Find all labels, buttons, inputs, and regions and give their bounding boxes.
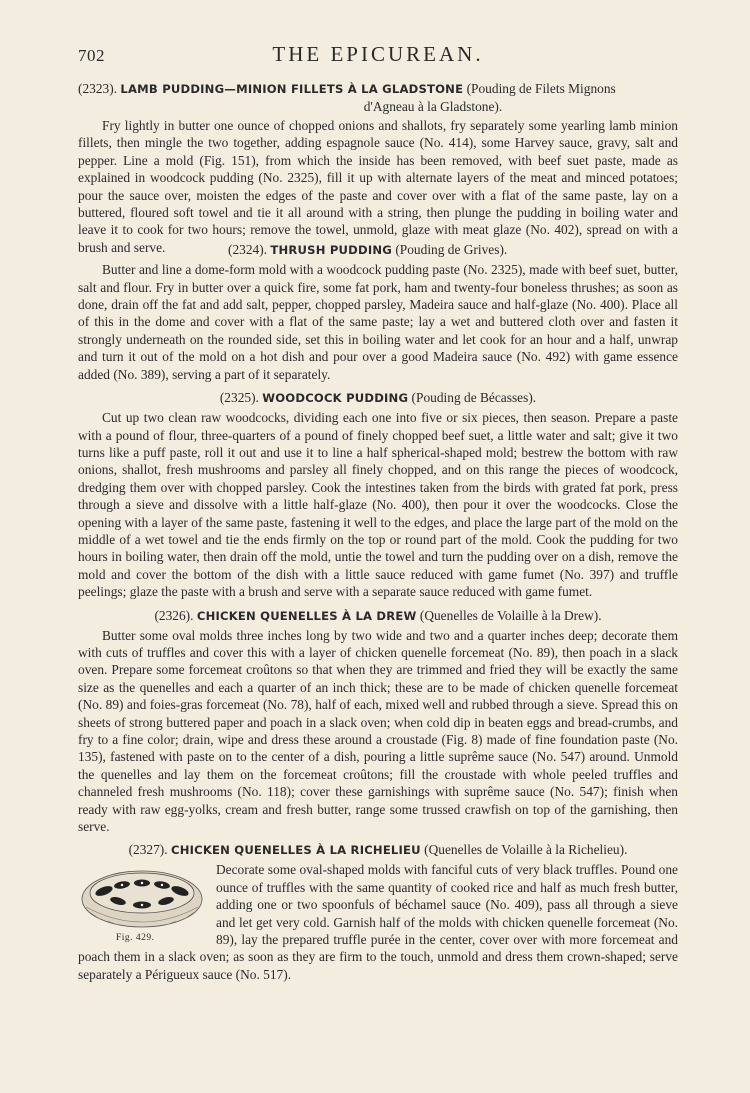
recipe-body: Butter some oval molds three inches long by two wide and two and a quarter inches deep; decorate them with cuts of truffles and cover this with a layer of chicken quenelle forcemeat (No. 89), then poach in a slack oven. Prepare some forcemeat croûtons so that when they are trimmed and fried they will be exactly the same size as the quenelles and each a quarter of an inch thick; these are to be made of chicken quenelle forcemeat (No. 89) and foies-gras forcemeat (No. 78), half of each, mixed well and rubbed through a sieve. Spread this on sheets of strong buttered paper and poach in a slack oven; when cold dip in beaten eggs and bread-crumbs, and fry to a fine color; drain, wipe and dress these around a croustade (Fig. 8) made of fine foundation paste (No. 135), fastened with paste on to the center of a dish, pouring a little suprême sauce (No. 547) around. Unmold the quenelles and lay them on the forcemeat croûtons; fill the croustade with whole peeled truffles and channeled fresh mushrooms (No. 118); cover these garnishings with suprême sauce (No. 547); finish when ready with raw egg-yolks, cream and fresh butter, range some trussed crawfish on top of the garnishing, then serve. xyxy=(78,627,678,835)
running-head xyxy=(78,42,678,72)
recipe-body: Fry lightly in butter one ounce of chopped onions and shallots, fry separately some yearling lamb minion fillets, then mingle the two together, adding espagnole sauce (No. 414), some Harvey sauce, gravy, salt and pepper. Line a mold (Fig. 151), from which the inside has been removed, with beef suet paste, made as explained in woodcock pudding (No. 2325), fill it up with alternate layers of the meat and minced potatoes; pour the sauce over, moisten the edges of the paste and cover over with a flat of the same paste, lay on a buttered, floured soft towel and tie it all around with a string, then plunge the pudding in boiling water and leave it to cook for two hours; remove the towel, unmold, glaze with meat glaze (No. 402), spread on with a brush and serve. xyxy=(78,118,678,255)
recipe-body: Cut up two clean raw woodcocks, dividing each one into five or six pieces, then season. Prepare a paste with a pound of flour, three-quarters of a pound of finely chopped beef suet, a little water and salt; give it two turns like a puff paste, roll it out and use it to line a half spherical-shaped mold; bestrew the bottom with raw onions, shallot, fresh mushrooms and parsley all finely chopped, and on this range the pieces of woodcock, dredging them over with chopped parsley. Cook the intestines taken from the birds with grated fat pork, press through a sieve and dissolve with a little half-glaze (No. 400), then pour it over the woodcocks. Close the opening with a layer of the same paste, fastening it well to the edges, and place the large part of the mold on the middle of a wet towel and tie the ends firmly on the top or round part of the mold. Cook the pudding for two hours in boiling water, then drain off the mold, untie the towel and turn the pudding over on a dish, remove the mold and cover the bottom of the dish with a little sauce reduced with game fumet (No. 397) and truffle peelings; glaze the paste with a brush and serve with a separate sauce reduced with game fumet. xyxy=(78,410,678,600)
running-title: THE EPICUREAN. xyxy=(272,42,484,66)
recipe-2327 xyxy=(78,841,678,983)
quenelle-crown-illustration xyxy=(78,863,206,933)
recipe-french-title: (Pouding de Bécasses). xyxy=(411,390,537,406)
recipe-number: (2325). xyxy=(219,390,259,406)
recipe-2325 xyxy=(78,389,678,600)
recipe-heading xyxy=(78,241,678,259)
recipe-number: (2327). xyxy=(128,842,168,858)
recipe-title: THRUSH PUDDING xyxy=(270,243,392,258)
recipe-heading xyxy=(78,607,678,625)
recipe-french-title: (Quenelles de Volaille à la Richelieu). xyxy=(424,842,628,858)
recipe-heading xyxy=(78,80,678,115)
recipe-number: (2324). xyxy=(228,242,268,258)
recipe-french-title: (Pouding de Grives). xyxy=(395,242,508,258)
recipe-french-title: (Pouding de Filets Mignons xyxy=(466,81,616,96)
recipe-title: CHICKEN QUENELLES À LA RICHELIEU xyxy=(170,843,421,858)
recipe-heading xyxy=(78,389,678,407)
page-number: 702 xyxy=(78,46,105,65)
recipe-2324 xyxy=(78,241,678,383)
recipe-2323 xyxy=(78,80,678,256)
recipe-number: (2326). xyxy=(154,607,194,623)
recipe-french-title-continued: d'Agneau à la Gladstone). xyxy=(363,99,503,114)
recipe-title: LAMB PUDDING—MINION FILLETS À LA GLADSTONE xyxy=(120,82,464,96)
recipe-2326 xyxy=(78,607,678,836)
recipe-body: Butter and line a dome-form mold with a woodcock pudding paste (No. 2325), made with beef suet, butter, salt and flour. Fry in butter over a quick fire, some fat pork, ham and twenty-four boneless thrushes; as soon as done, drain off the fat and add salt, pepper, chopped parsley, Madeira sauce and half-glaze (No. 400). Place all of this in the dome and cover with a flat of the same paste; lay a wet and buttered cloth over and fasten it strongly underneath on the rounded side, set this in boiling water and let cook for an hour and a half, unwrap and turn it out of the mold on a hot dish and pour over a good Madeira sauce (No. 492) with game essence added (No. 389), serving a part of it separately. xyxy=(78,262,678,382)
recipe-title: CHICKEN QUENELLES À LA DREW xyxy=(196,608,417,623)
recipe-heading xyxy=(78,841,678,859)
recipe-french-title: (Quenelles de Volaille à la Drew). xyxy=(419,607,602,623)
recipe-number: (2323). xyxy=(78,81,118,96)
recipe-body: Decorate some oval-shaped molds with fanciful cuts of very black truffles. Pound one ounce of truffles with the same quantity of cooked rice and half as much fresh butter, adding one or two spoonfuls of béchamel sauce (No. 409), pass all through a sieve and let get very cold. Garnish half of the molds with chicken quenelle forcemeat (No. 89), lay the prepared truffle purée in the center, cover over with more forcemeat and poach them in a slack oven; as soon as they are firm to the touch, unmold and dress them crown-shaped; serve separately a Périgueux sauce (No. 517). xyxy=(78,862,678,982)
figure-quenelle-crown xyxy=(78,863,210,945)
figure-caption: Fig. 429. xyxy=(116,933,155,944)
recipe-title: WOODCOCK PUDDING xyxy=(262,391,409,406)
